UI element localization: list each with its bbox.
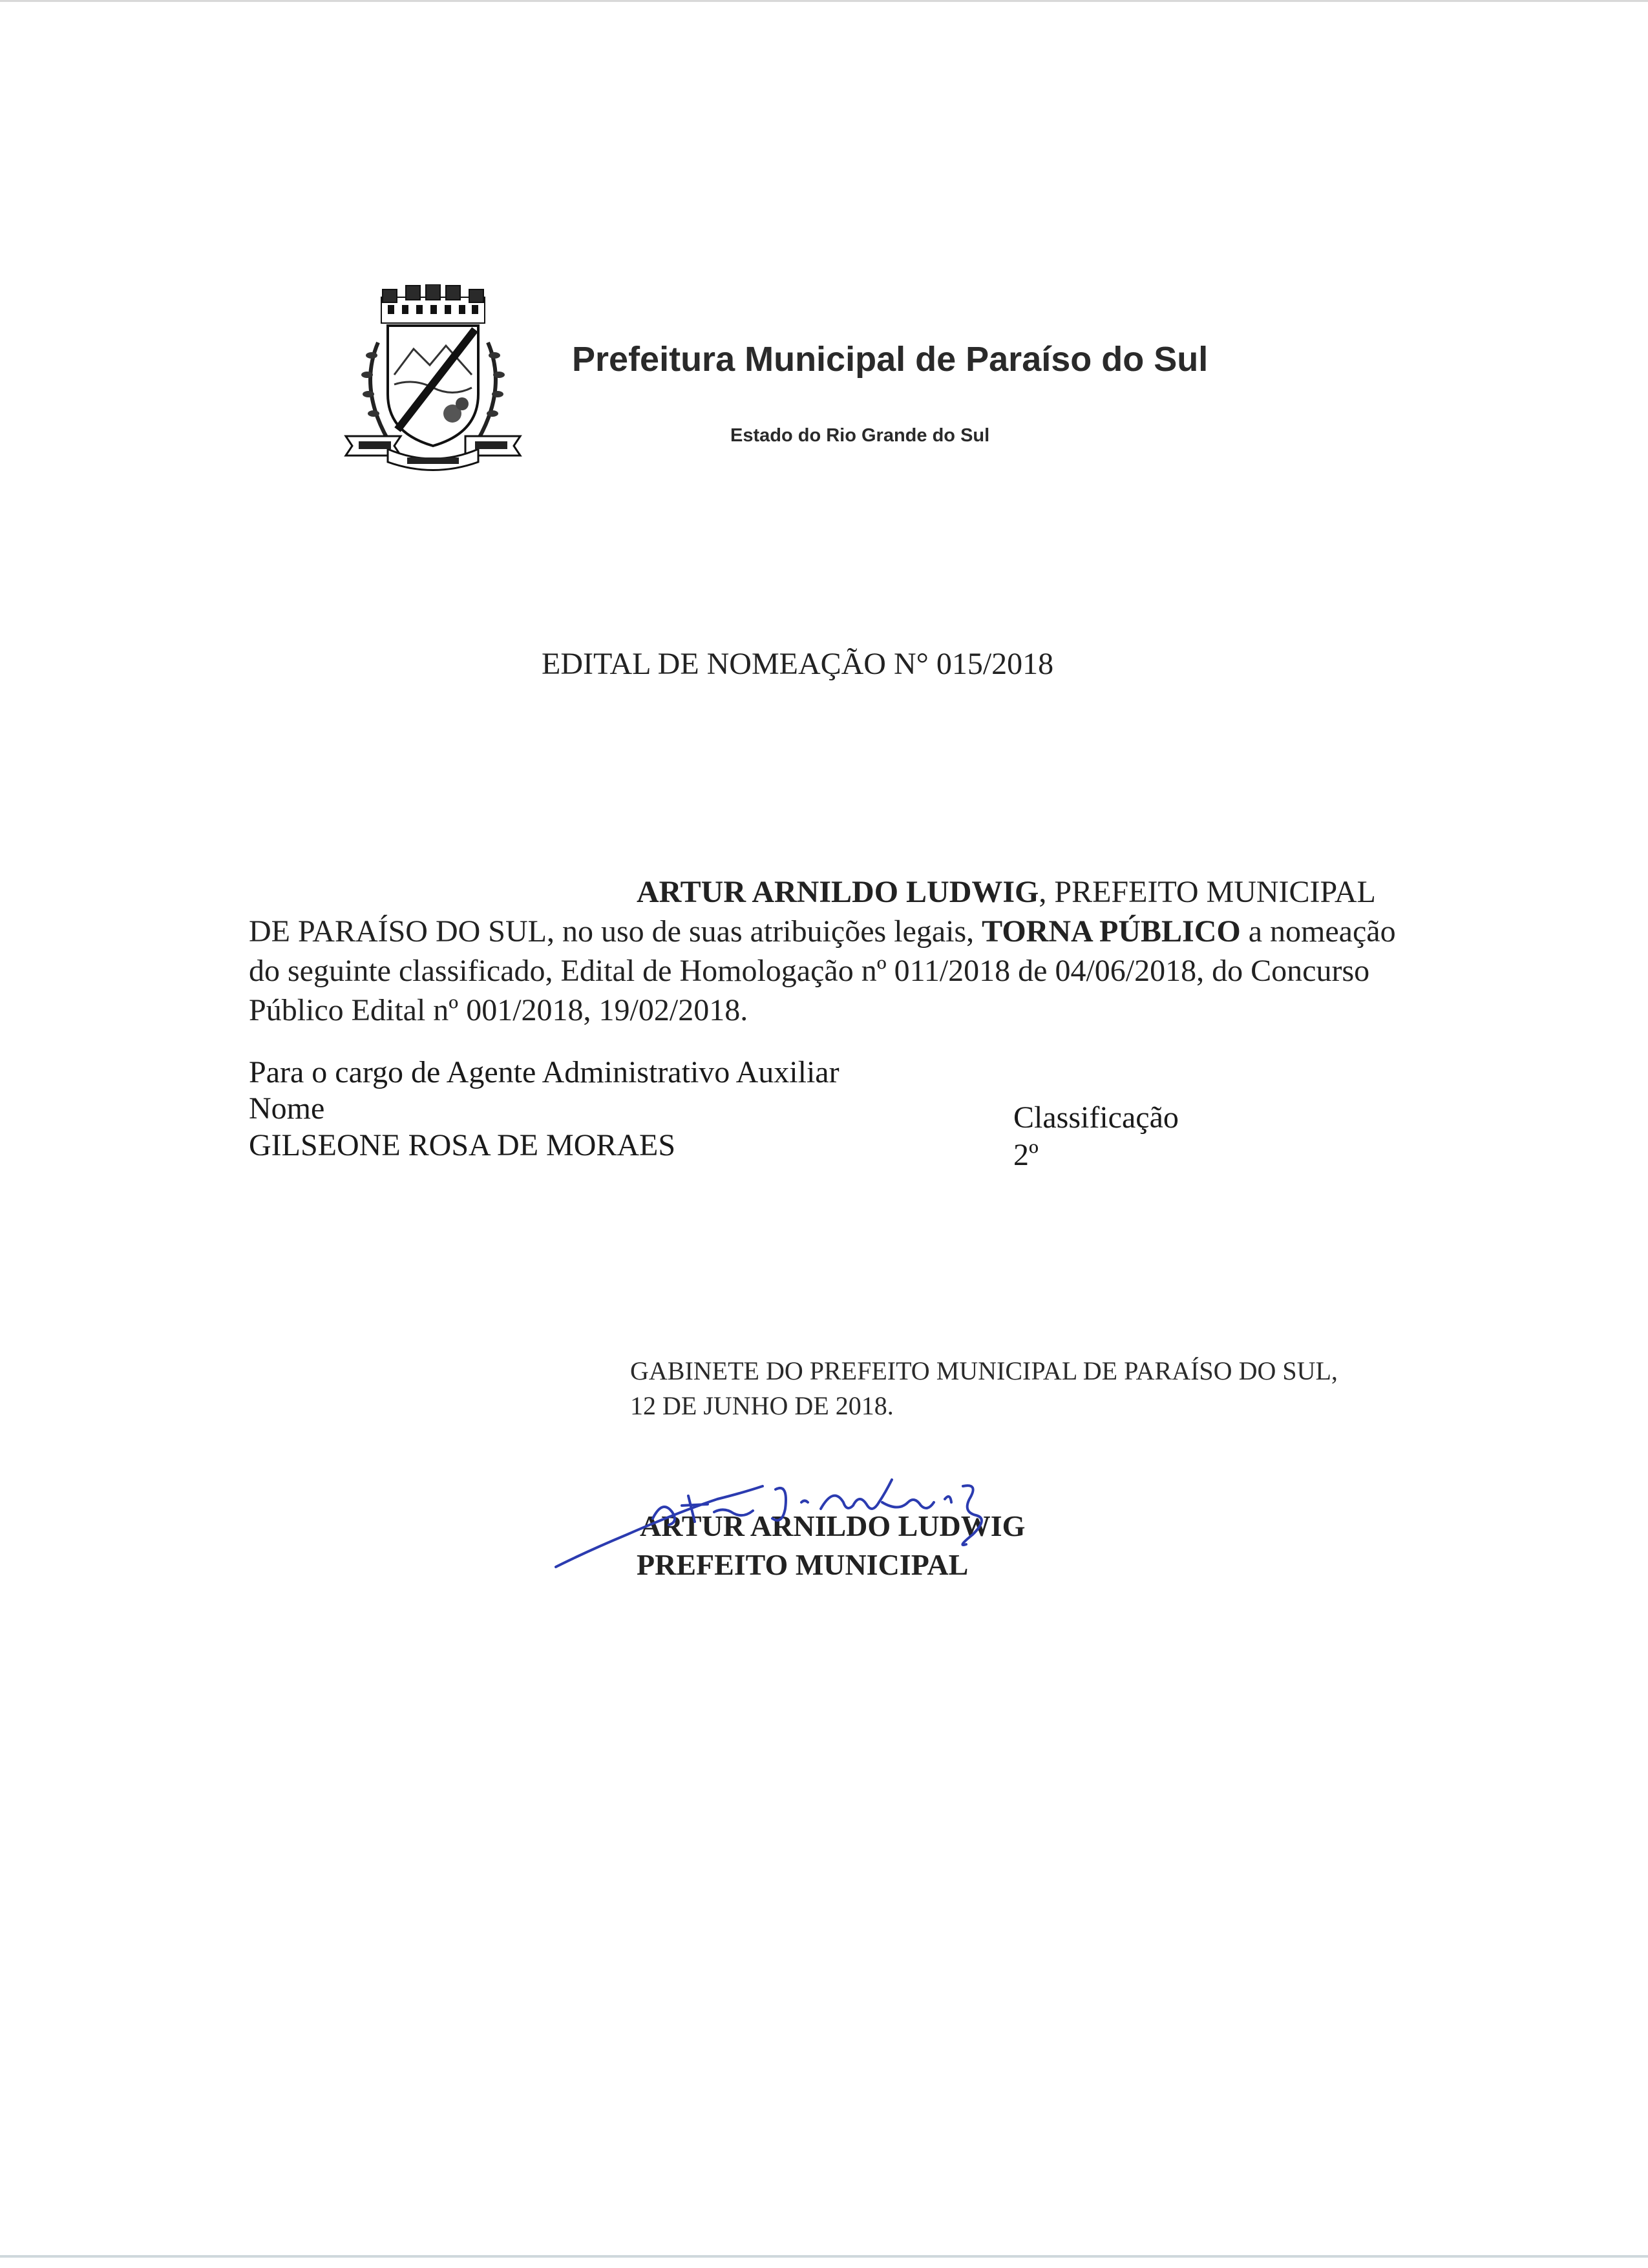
document-title: EDITAL DE NOMEAÇÃO N° 015/2018 (542, 647, 1054, 681)
appointee-name: GILSEONE ROSA DE MORAES (249, 1128, 676, 1162)
closing-line-1: GABINETE DO PREFEITO MUNICIPAL DE PARAÍSO DO SUL, (630, 1356, 1338, 1385)
closing-block (630, 1354, 1338, 1423)
torna-publico-bold: TORNA PÚBLICO (982, 914, 1241, 949)
main-paragraph (249, 872, 1399, 1030)
classification-value: 2º (1013, 1138, 1039, 1172)
scan-edge-top (0, 0, 1648, 2)
municipal-coat-of-arms-icon (343, 284, 523, 472)
signer-role: PREFEITO MUNICIPAL (637, 1548, 969, 1581)
name-column-label: Nome (249, 1091, 325, 1126)
mayor-name-bold: ARTUR ARNILDO LUDWIG (637, 875, 1039, 909)
signer-name: ARTUR ARNILDO LUDWIG (640, 1509, 1026, 1542)
paragraph-part-2: a nomeação do seguinte classificado, Edital de Homologação nº 011/2018 de 04/06/2018, do Concurso Público Edital nº 001/2018, 19/02/2018. (249, 914, 1396, 1027)
closing-date-line: 12 DE JUNHO DE 2018. (630, 1391, 894, 1420)
handwritten-signature (549, 1473, 1066, 1583)
state-subtitle: Estado do Rio Grande do Sul (730, 425, 990, 446)
scan-edge-bottom (0, 2255, 1648, 2258)
classification-column-label: Classificação (1013, 1100, 1179, 1135)
municipality-title: Prefeitura Municipal de Paraíso do Sul (572, 340, 1209, 379)
paragraph-part-1: , PREFEITO MUNICIPAL DE PARAÍSO DO SUL, no uso de suas atribuições legais, (249, 875, 1375, 949)
position-line: Para o cargo de Agente Administrativo Auxiliar (249, 1055, 840, 1089)
